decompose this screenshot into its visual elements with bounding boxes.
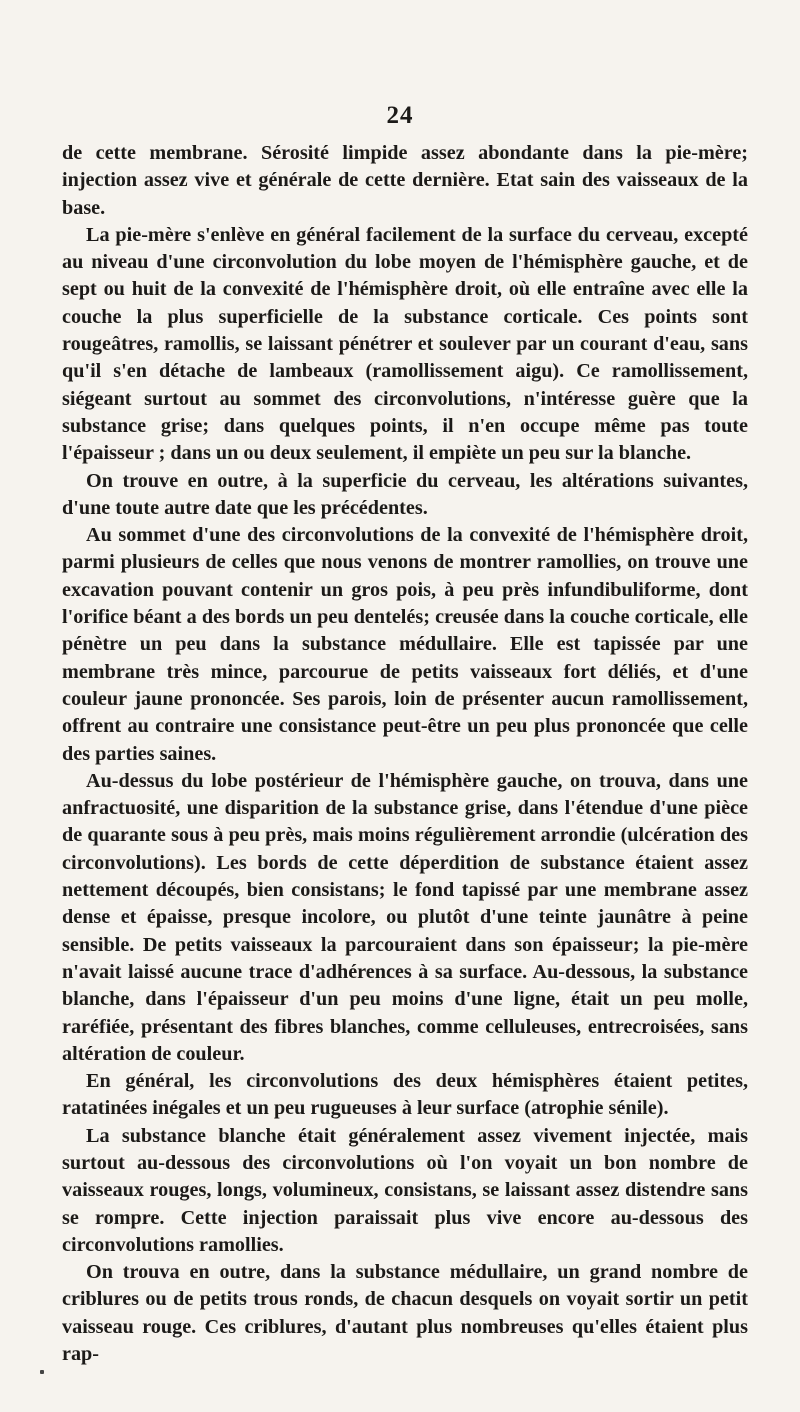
paragraph: La pie-mère s'enlève en général facilement de la surface du cerveau, excepté au niveau d'une circonvolution du lobe moyen de l'hémisphère gauche, et de sept ou huit de la convexité de l'hémisphère droit, où elle entraîne avec elle la couche la plus superficielle de la substance corticale. Ces points sont rougeâtres, ramollis, se laissant pénétrer et soulever par un courant d'eau, sans qu'il s'en détache de lambeaux (ramollissement aigu). Ce ramollissement, siégeant surtout au sommet des circonvolutions, n'intéresse guère que la substance grise; dans quelques points, il n'en occupe même pas toute l'épaisseur ; dans un ou deux seulement, il empiète un peu sur la blanche. [62,223,748,465]
paragraph: Au-dessus du lobe postérieur de l'hémisphère gauche, on trouva, dans une anfractuosité, une disparition de la substance grise, dans l'étendue d'une pièce de quarante sous à peu près, mais moins régulièrement arrondie (ulcération des circonvolutions). Les bords de cette déperdition de substance étaient assez nettement découpés, bien consistans; le fond tapissé par une membrane assez dense et épaisse, presque incolore, ou plutôt d'une teinte jaunâtre à peine sensible. De petits vaisseaux la parcouraient dans son épaisseur; la pie-mère n'avait laissé aucune trace d'adhérences à sa surface. Au-dessous, la substance blanche, dans l'épaisseur d'un peu moins d'une ligne, était un peu molle, raréfiée, présentant des fibres blanches, comme celluleuses, entrecroisées, sans altération de couleur. [62,769,748,1065]
paragraph: de cette membrane. Sérosité limpide assez abondante dans la pie-mère; injection assez vive et générale de cette dernière. Etat sain des vaisseaux de la base. [62,142,748,219]
paper-speck [40,1370,44,1374]
paragraph: On trouve en outre, à la superficie du cerveau, les altérations suivantes, d'une toute autre date que les précédentes. [62,469,748,519]
paragraph: Au sommet d'une des circonvolutions de la convexité de l'hémisphère droit, parmi plusieurs de celles que nous venons de montrer ramollies, on trouve une excavation pouvant contenir un gros pois, à peu près infundibuliforme, dont l'orifice béant a des bords un peu dentelés; creusée dans la couche corticale, elle pénètre un peu dans la substance médullaire. Elle est tapissée par une membrane très mince, parcourue de petits vaisseaux fort déliés, et d'une couleur jaune prononcée. Ses parois, loin de présenter aucun ramollissement, offrent au contraire une consistance peut-être un peu plus prononcée que celle des parties saines. [62,524,748,765]
paragraph: La substance blanche était généralement assez vivement injectée, mais surtout au-dessous des circonvolutions où l'on voyait un bon nombre de vaisseaux rouges, longs, volumineux, consistans, se laissant assez distendre sans se rompre. Cette injection paraissait plus vive encore au-dessous des circonvolutions ramollies. [62,1124,748,1256]
page-number: 24 [386,102,414,129]
paragraph: En général, les circonvolutions des deux hémisphères étaient petites, ratatinées inégales et un peu rugueuses à leur surface (atrophie sénile). [62,1070,748,1120]
body-text [62,140,748,1368]
paragraph: On trouva en outre, dans la substance médullaire, un grand nombre de criblures ou de petits trous ronds, de chacun desquels on voyait sortir un petit vaisseau rouge. Ces criblures, d'autant plus nombreuses qu'elles étaient plus rap- [62,1261,748,1366]
